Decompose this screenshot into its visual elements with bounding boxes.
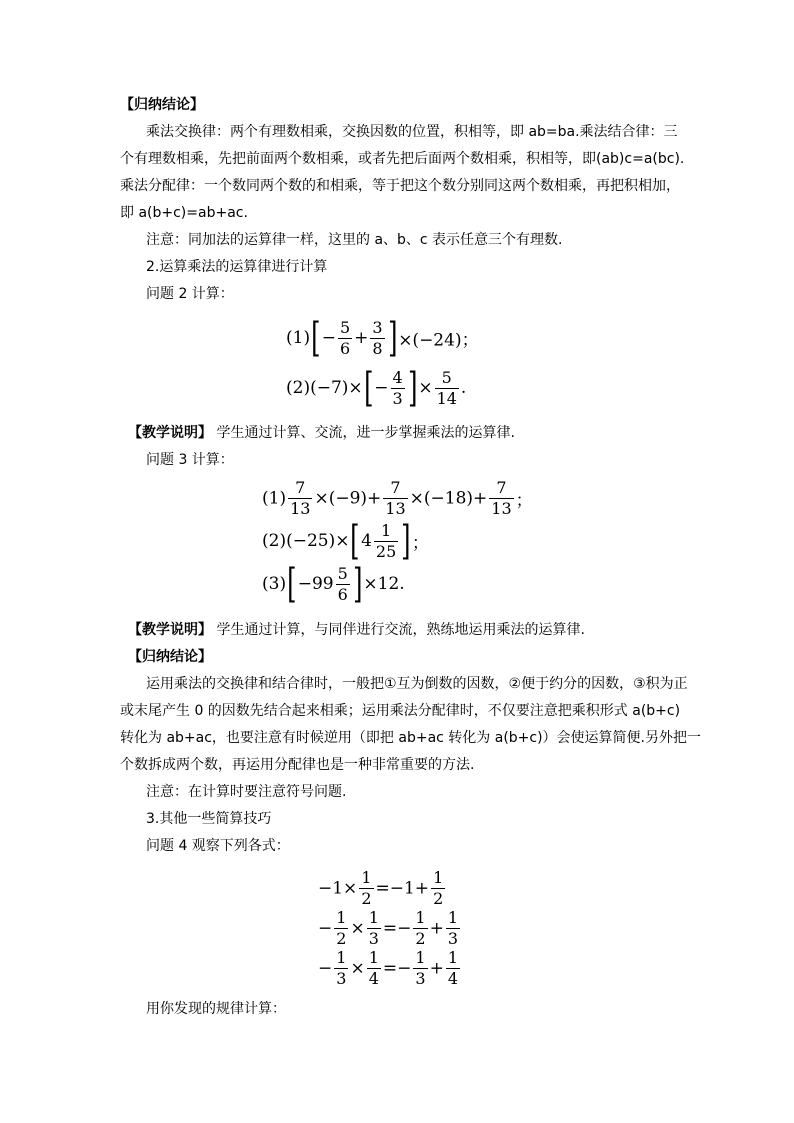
q2-expression-2 — [286, 365, 467, 411]
denominator: 4 — [447, 969, 458, 988]
paragraph-line: 转化为 ab+ac，也要注意有时候逆用（即把 ab+ac 转化为 a(b+c)）会使运算简便.另外把一 — [120, 730, 702, 746]
teaching-text: 学生通过计算、交流，进一步掌握乘法的运算律. — [216, 425, 515, 441]
expr-text: =−1+ — [375, 878, 430, 899]
paragraph-line: 个有理数相乘，先把前面两个数相乘，或者先把后面两个数相乘，积相等，即(ab)c=a(bc). — [120, 151, 685, 167]
section-heading-2: 2.运算乘法的运算律进行计算 — [146, 259, 328, 275]
expr-text: (1) — [286, 328, 311, 348]
expr-text: + — [354, 328, 369, 348]
numerator: 1 — [415, 948, 426, 967]
note-line: 注意：同加法的运算律一样，这里的 a、b、c 表示任意三个有理数. — [146, 232, 563, 248]
numerator: 1 — [336, 908, 347, 927]
denominator: 2 — [415, 929, 426, 948]
left-bracket: [ — [363, 365, 374, 411]
question-3-label: 问题 3 计算： — [146, 452, 234, 468]
expr-text: . — [460, 378, 467, 398]
teaching-label: 【教学说明】 — [128, 622, 212, 638]
expr-text: ； — [411, 533, 429, 554]
fraction — [413, 950, 427, 987]
fraction — [334, 910, 348, 947]
fraction — [334, 950, 348, 987]
q4-expression-1 — [318, 870, 447, 907]
right-bracket: ] — [401, 518, 411, 564]
teaching-note-1 — [128, 420, 688, 446]
fraction — [374, 520, 398, 561]
denominator: 4 — [368, 969, 379, 988]
expr-text: × — [350, 958, 365, 979]
fraction — [367, 950, 381, 987]
fraction — [446, 950, 460, 987]
right-bracket: ] — [387, 315, 398, 361]
expr-text: − — [374, 378, 389, 398]
fraction — [435, 367, 459, 408]
fraction — [383, 480, 407, 517]
q3-expression-3 — [262, 561, 405, 607]
fraction — [370, 317, 384, 358]
fraction — [338, 317, 352, 358]
expr-text: (2)(−7)× — [286, 378, 363, 398]
fraction — [336, 563, 350, 604]
denominator: 3 — [447, 929, 458, 948]
expr-text: (1) — [262, 488, 287, 509]
numerator: 1 — [361, 868, 372, 887]
right-bracket: ] — [407, 365, 418, 411]
expr-text: × — [418, 378, 433, 398]
denominator: 6 — [337, 584, 348, 604]
numerator: 3 — [372, 317, 383, 337]
numerator: 1 — [368, 948, 379, 967]
expr-text: + — [429, 958, 444, 979]
numerator: 1 — [415, 908, 426, 927]
expr-text: − — [318, 918, 333, 939]
numerator: 1 — [447, 948, 458, 967]
denominator: 3 — [392, 388, 403, 408]
numerator: 1 — [374, 523, 398, 542]
expr-text: (3) — [262, 574, 287, 594]
note-line: 注意：在计算时要注意符号问题. — [146, 784, 347, 800]
right-bracket: ] — [352, 561, 363, 607]
heading-conclusion-2: 【归纳结论】 — [128, 649, 212, 665]
paragraph-line: 或末尾产生 0 的因数先结合起来相乘；运用乘法分配律时，不仅要注意把乘积形式 a(b+c) — [120, 703, 681, 719]
expr-text: −99 — [297, 574, 334, 594]
fraction — [431, 870, 445, 907]
fraction — [489, 480, 513, 517]
denominator: 2 — [336, 929, 347, 948]
expr-text: ×(−9)+ — [314, 488, 382, 509]
numerator: 5 — [337, 563, 348, 583]
numerator: 7 — [383, 480, 407, 499]
expr-text: ×(−24)； — [398, 330, 479, 351]
denominator: 3 — [368, 929, 379, 948]
denominator: 14 — [436, 388, 457, 408]
numerator: 4 — [392, 367, 403, 387]
denominator: 25 — [375, 541, 397, 561]
fraction — [288, 480, 312, 517]
paragraph-line: 即 a(b+c)=ab+ac. — [120, 205, 248, 221]
expr-text: − — [321, 328, 336, 348]
fraction — [367, 910, 381, 947]
denominator: 3 — [415, 969, 426, 988]
left-bracket: [ — [311, 315, 321, 361]
q4-expression-3 — [318, 950, 462, 987]
expr-text: − — [318, 958, 333, 979]
denominator: 2 — [433, 889, 444, 908]
q2-expression-1 — [286, 315, 479, 361]
numerator: 1 — [336, 948, 347, 967]
denominator: 6 — [339, 338, 351, 358]
numerator: 1 — [447, 908, 458, 927]
denominator: 8 — [372, 338, 383, 358]
fraction — [446, 910, 460, 947]
denominator: 2 — [361, 889, 372, 908]
expr-text: + — [429, 918, 444, 939]
q4-expression-2 — [318, 910, 462, 947]
fraction — [391, 367, 405, 408]
expr-text: =− — [382, 918, 412, 939]
numerator: 5 — [339, 317, 351, 337]
numerator: 1 — [368, 908, 379, 927]
paragraph-line: 乘法分配律：一个数同两个数的和相乘，等于把这个数分别同这两个数相乘，再把积相加， — [120, 178, 680, 194]
denominator: 13 — [290, 499, 311, 518]
expr-text: =− — [382, 958, 412, 979]
numerator: 7 — [489, 480, 513, 499]
paragraph-line: 个数拆成两个数，再运用分配律也是一种非常重要的方法. — [120, 757, 475, 773]
teaching-note-2 — [128, 617, 688, 643]
expr-text: 4 — [361, 531, 372, 551]
paragraph-line: 乘法交换律：两个有理数相乘，交换因数的位置，积相等，即 ab=ba.乘法结合律：三 — [146, 124, 678, 140]
paragraph-line: 运用乘法的交换律和结合律时，一般把①互为倒数的因数，②便于约分的因数，③积为正 — [146, 676, 688, 692]
expr-text: ； — [515, 491, 533, 511]
expr-text: ×12. — [363, 574, 405, 594]
heading-conclusion-1: 【归纳结论】 — [120, 97, 204, 113]
final-instruction: 用你发现的规律计算： — [146, 1001, 286, 1017]
numerator: 7 — [288, 480, 312, 499]
q3-expression-2 — [262, 518, 429, 564]
teaching-label: 【教学说明】 — [128, 425, 212, 441]
expr-text: × — [350, 918, 365, 939]
teaching-text: 学生通过计算，与同伴进行交流，熟练地运用乘法的运算律. — [216, 622, 585, 638]
denominator: 3 — [336, 969, 347, 988]
numerator: 1 — [433, 868, 444, 887]
fraction — [359, 870, 373, 907]
left-bracket: [ — [350, 518, 360, 564]
q3-expression-1 — [262, 480, 533, 517]
numerator: 5 — [435, 370, 459, 389]
question-2-label: 问题 2 计算： — [146, 286, 234, 302]
question-4-label: 问题 4 观察下列各式： — [146, 838, 290, 854]
expr-text: −1× — [318, 878, 358, 899]
fraction — [413, 910, 427, 947]
left-bracket: [ — [287, 561, 297, 607]
section-heading-3: 3.其他一些简算技巧 — [146, 811, 272, 827]
expr-text: ×(−18)+ — [409, 488, 488, 509]
denominator: 13 — [491, 499, 512, 518]
expr-text: (2)(−25)× — [262, 531, 350, 551]
denominator: 13 — [385, 499, 406, 518]
